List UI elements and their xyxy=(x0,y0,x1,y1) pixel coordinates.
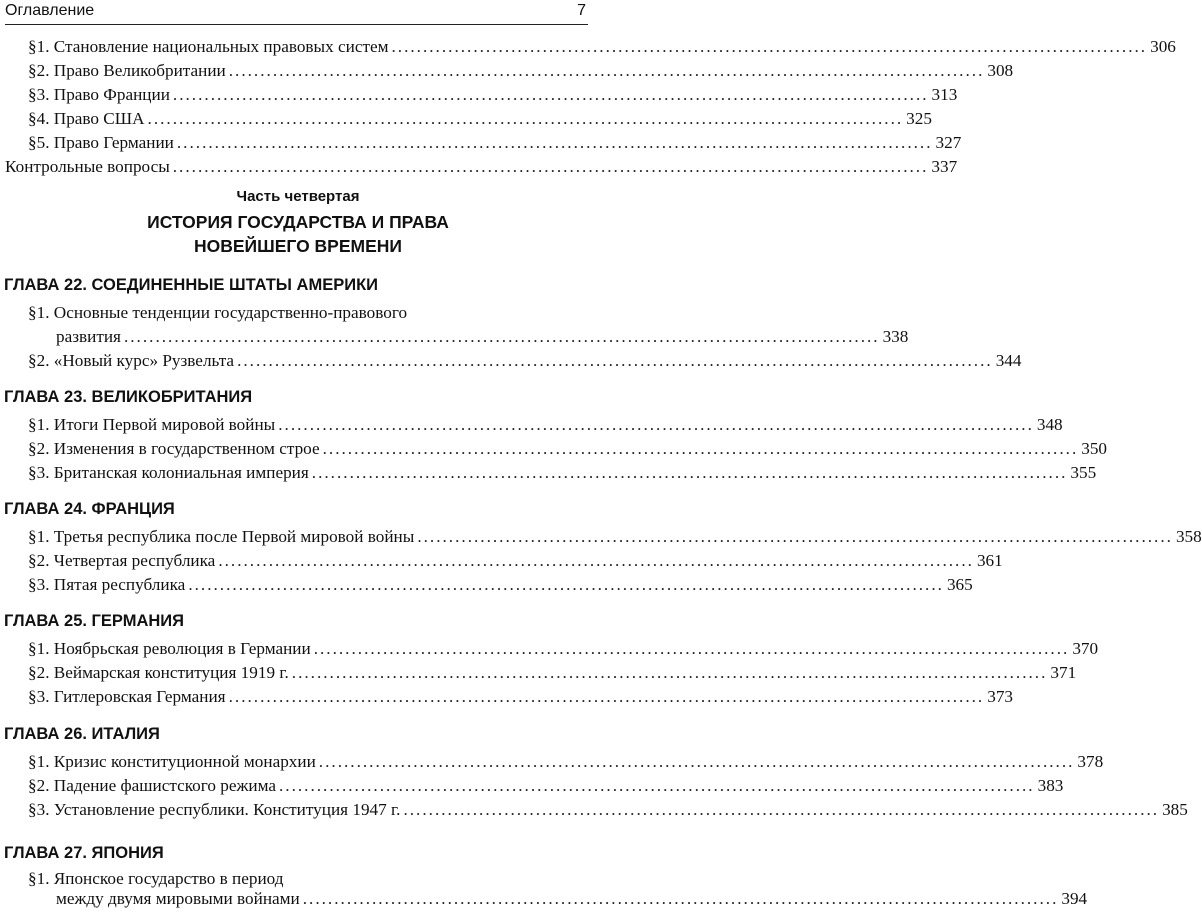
leader-dots: ........................................................................................................................ xyxy=(172,85,929,104)
leader-dots: ........................................................................................................................ xyxy=(188,575,944,594)
toc-entry xyxy=(28,661,1077,685)
part-label: Часть четвертая xyxy=(236,188,360,205)
leader-dots: ........................................................................................................................ xyxy=(123,327,880,346)
toc-entry-title: §4. Право США xyxy=(28,109,145,128)
toc-entry-title: §2. Четвертая республика xyxy=(28,551,216,570)
leader-dots: ........................................................................................................................ xyxy=(172,157,929,176)
toc-entry-title: §3. Британская колониальная империя xyxy=(28,463,309,482)
toc-entry-title: §3. Пятая республика xyxy=(28,575,186,594)
toc-entry-title: §1. Основные тенденции государственно-правового xyxy=(28,303,408,322)
leader-dots: ........................................................................................................................ xyxy=(311,463,1068,482)
toc-entry-page: 394 xyxy=(1061,889,1088,908)
toc-entry-page: 325 xyxy=(906,109,932,128)
toc-entry-page: 338 xyxy=(882,327,909,346)
toc-entry-page: 308 xyxy=(987,61,1014,80)
toc-entry xyxy=(56,325,909,349)
toc-entry-title: §3. Установление республики. Конституция 1947 г. xyxy=(28,800,401,819)
toc-entry-page: 327 xyxy=(935,133,962,152)
toc-entry-page: 306 xyxy=(1150,37,1176,56)
toc-entry xyxy=(28,798,1188,822)
toc-entry-page: 344 xyxy=(995,351,1022,370)
leader-dots: ........................................................................................................................ xyxy=(228,61,985,80)
toc-entry-title: §2. Падение фашистского режима xyxy=(28,776,276,795)
toc-entry-title-cont: между двумя мировыми войнами xyxy=(56,889,300,908)
toc-entry xyxy=(28,59,1014,83)
toc-entry-title: §5. Право Германии xyxy=(28,133,174,152)
toc-entry xyxy=(56,887,1088,911)
toc-entry-page: 373 xyxy=(987,687,1013,706)
toc-entry xyxy=(28,637,1099,661)
running-header xyxy=(5,0,588,25)
toc-entry-title: §1. Ноябрьская революция в Германии xyxy=(28,639,311,658)
leader-dots: ........................................................................................................................ xyxy=(318,752,1075,771)
leader-dots: ........................................................................................................................ xyxy=(278,776,1035,795)
toc-entry-title: §1. Становление национальных правовых систем xyxy=(28,37,389,56)
toc-entry-page: 313 xyxy=(931,85,958,104)
leader-dots: ........................................................................................................................ xyxy=(291,663,1048,682)
toc-entry-title: §3. Право Франции xyxy=(28,85,170,104)
toc-entry-page: 337 xyxy=(931,157,958,176)
chapter-heading: ГЛАВА 27. ЯПОНИЯ xyxy=(4,844,164,862)
toc-entry-title: §2. Изменения в государственном строе xyxy=(28,439,320,458)
toc-entry xyxy=(28,107,932,131)
toc-entry-title: §1. Третья республика после Первой мировой войны xyxy=(28,527,415,546)
toc-entry-control-questions xyxy=(5,155,958,179)
toc-entry-page: 385 xyxy=(1162,800,1188,819)
toc-entry-page: 355 xyxy=(1070,463,1097,482)
toc-entry xyxy=(28,461,1097,485)
header-page-number: 7 xyxy=(577,2,586,19)
toc-entry xyxy=(28,35,1176,59)
toc-entry xyxy=(28,685,1013,709)
toc-entry-title: §1. Японское государство в период xyxy=(28,869,284,888)
toc-entry-page: 348 xyxy=(1036,415,1063,434)
chapter-heading: ГЛАВА 23. ВЕЛИКОБРИТАНИЯ xyxy=(4,388,253,406)
chapter-heading: ГЛАВА 24. ФРАНЦИЯ xyxy=(4,500,175,518)
leader-dots: ........................................................................................................................ xyxy=(228,687,985,706)
toc-entry-page: 350 xyxy=(1081,439,1108,458)
toc-entry xyxy=(28,437,1108,461)
toc-entry-page: 361 xyxy=(976,551,1003,570)
leader-dots: ........................................................................................................................ xyxy=(302,889,1059,908)
toc-entry-page: 358 xyxy=(1175,527,1202,546)
toc-entry-page: 371 xyxy=(1050,663,1077,682)
toc-entry xyxy=(28,131,962,155)
chapter-heading: ГЛАВА 25. ГЕРМАНИЯ xyxy=(4,612,184,630)
toc-entry xyxy=(28,549,1003,573)
toc-entry-title: §1. Итоги Первой мировой войны xyxy=(28,415,276,434)
leader-dots: ........................................................................................................................ xyxy=(322,439,1079,458)
toc-entry xyxy=(28,573,973,597)
toc-entry xyxy=(28,83,958,107)
chapter-heading: ГЛАВА 22. СОЕДИНЕННЫЕ ШТАТЫ АМЕРИКИ xyxy=(4,276,378,294)
toc-entry-title: Контрольные вопросы xyxy=(5,157,170,176)
leader-dots: ........................................................................................................................ xyxy=(403,800,1160,819)
toc-entry-title: §3. Гитлеровская Германия xyxy=(28,687,226,706)
toc-entry-page: 383 xyxy=(1037,776,1064,795)
toc-entry xyxy=(28,525,1202,549)
toc-entry-title: §2. Веймарская конституция 1919 г. xyxy=(28,663,289,682)
leader-dots: ........................................................................................................................ xyxy=(391,37,1148,56)
toc-entry-title: §2. «Новый курс» Рузвельта xyxy=(28,351,235,370)
leader-dots: ........................................................................................................................ xyxy=(278,415,1034,434)
toc-entry-title-cont: развития xyxy=(56,327,121,346)
toc-entry-title: §1. Кризис конституционной монархии xyxy=(28,752,316,771)
chapter-heading: ГЛАВА 26. ИТАЛИЯ xyxy=(4,725,160,743)
toc-entry xyxy=(28,413,1063,437)
leader-dots: ........................................................................................................................ xyxy=(147,109,904,128)
toc-entry xyxy=(28,750,1104,774)
part-title-line1: ИСТОРИЯ ГОСУДАРСТВА И ПРАВА xyxy=(147,212,449,232)
toc-entry xyxy=(28,774,1064,798)
leader-dots: ........................................................................................................................ xyxy=(417,527,1173,546)
toc-entry-page: 378 xyxy=(1077,752,1104,771)
leader-dots: ........................................................................................................................ xyxy=(176,133,933,152)
header-title: Оглавление xyxy=(5,2,95,19)
leader-dots: ........................................................................................................................ xyxy=(218,551,974,570)
toc-entry-page: 370 xyxy=(1072,639,1099,658)
part-title-line2: НОВЕЙШЕГО ВРЕМЕНИ xyxy=(193,236,402,256)
toc-entry xyxy=(28,349,1022,373)
leader-dots: ........................................................................................................................ xyxy=(313,639,1070,658)
toc-entry-page: 365 xyxy=(946,575,973,594)
leader-dots: ........................................................................................................................ xyxy=(237,351,993,370)
toc-entry-title: §2. Право Великобритании xyxy=(28,61,226,80)
